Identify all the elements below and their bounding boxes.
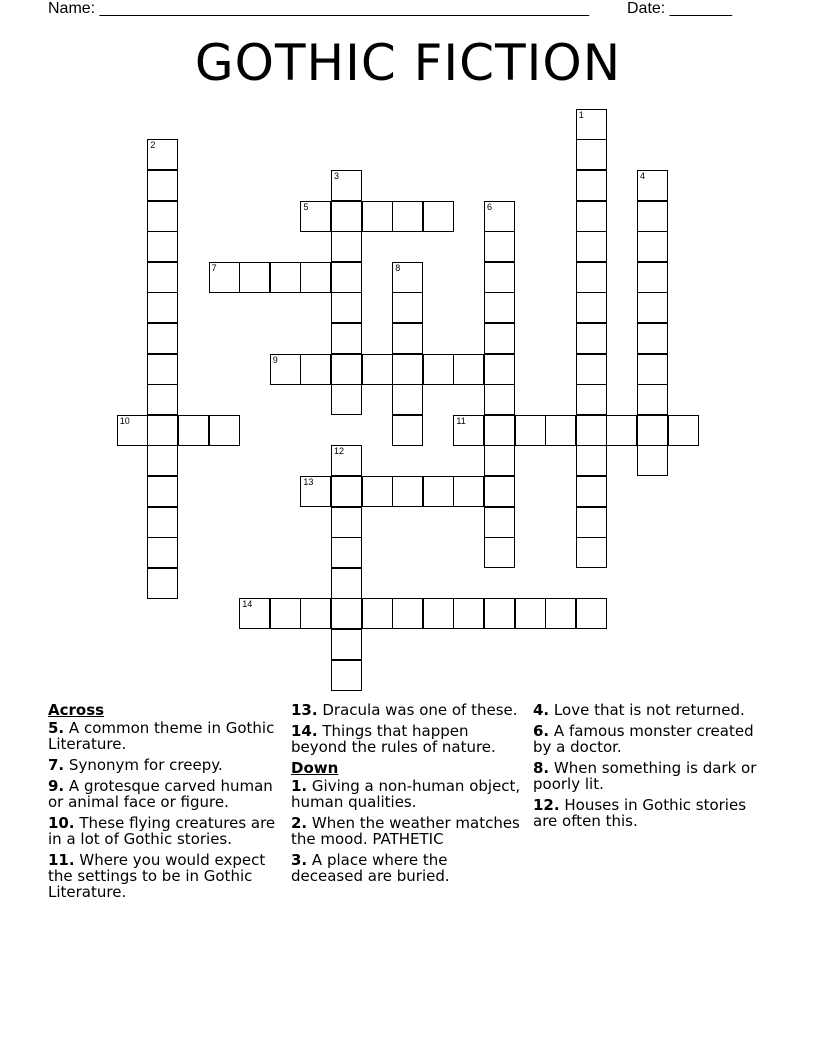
clue-number: 10. [48, 814, 75, 832]
clue-number-label: 6 [487, 201, 493, 212]
clue-number-label: 12 [334, 446, 345, 457]
grid-cell[interactable] [576, 507, 607, 538]
grid-cell[interactable] [576, 445, 607, 476]
grid-cell[interactable] [637, 415, 668, 446]
name-field[interactable]: Name: _______________________________________________________ [48, 0, 589, 17]
clue-down-12 [533, 797, 765, 829]
grid-cell[interactable] [576, 323, 607, 354]
grid-cell[interactable] [362, 598, 393, 629]
grid-cell-12[interactable] [331, 445, 362, 476]
grid-cell[interactable] [484, 231, 515, 262]
clues-column-2 [291, 702, 523, 889]
grid-cell[interactable] [392, 323, 423, 354]
grid-cell[interactable] [147, 384, 178, 415]
grid-cell[interactable] [331, 629, 362, 660]
grid-cell-13[interactable] [300, 476, 331, 507]
grid-cell[interactable] [147, 445, 178, 476]
clue-text: Synonym for creepy. [68, 756, 223, 774]
grid-cell[interactable] [147, 262, 178, 293]
across-heading: Across [48, 701, 105, 719]
grid-cell[interactable] [300, 598, 331, 629]
grid-cell[interactable] [147, 231, 178, 262]
clue-number-label: 3 [334, 171, 340, 181]
clue-number: 2. [291, 814, 308, 832]
grid-cell[interactable] [331, 323, 362, 354]
grid-cell[interactable] [423, 354, 454, 385]
clue-down-3 [291, 852, 523, 884]
grid-cell[interactable] [331, 537, 362, 568]
clue-text: Where you would expect the settings to be in Gothic Literature. [48, 851, 266, 901]
grid-cell[interactable] [637, 201, 668, 232]
clue-number-label: 9 [272, 354, 278, 365]
grid-cell[interactable] [576, 537, 607, 568]
clue-down-2 [291, 815, 523, 847]
grid-cell-9[interactable] [270, 354, 301, 385]
clues-column-1 [48, 702, 280, 905]
grid-cell[interactable] [239, 262, 270, 293]
grid-cell[interactable] [484, 476, 515, 507]
clue-number: 14. [291, 722, 318, 740]
grid-cell[interactable] [515, 598, 546, 629]
grid-cell[interactable] [484, 415, 515, 446]
grid-cell[interactable] [545, 598, 576, 629]
clue-across-5 [48, 720, 280, 752]
grid-cell[interactable] [576, 201, 607, 232]
grid-cell[interactable] [147, 323, 178, 354]
clue-number-label: 1 [578, 109, 584, 120]
grid-cell[interactable] [392, 292, 423, 323]
clue-number: 13. [291, 701, 318, 719]
grid-cell[interactable] [147, 201, 178, 232]
grid-cell-10[interactable] [117, 415, 148, 446]
grid-cell[interactable] [637, 354, 668, 385]
grid-cell[interactable] [147, 415, 178, 446]
grid-cell[interactable] [362, 201, 393, 232]
clue-across-13 [291, 702, 523, 718]
grid-cell-5[interactable] [300, 201, 331, 232]
clue-text: When something is dark or poorly lit. [533, 759, 757, 793]
grid-cell[interactable] [668, 415, 699, 446]
clue-number-label: 10 [119, 415, 130, 426]
clue-down-4 [533, 702, 765, 718]
grid-cell[interactable] [637, 445, 668, 476]
grid-cell[interactable] [300, 262, 331, 293]
grid-cell[interactable] [331, 354, 362, 385]
page-title: GOTHIC FICTION [194, 34, 622, 92]
clue-text: A place where the deceased are buried. [291, 851, 450, 885]
grid-cell-1[interactable] [576, 109, 607, 140]
grid-cell-11[interactable] [453, 415, 484, 446]
grid-cell[interactable] [515, 415, 546, 446]
grid-cell[interactable] [576, 415, 607, 446]
clue-text: These flying creatures are in a lot of Gothic stories. [48, 814, 276, 848]
clue-number-label: 13 [303, 477, 314, 487]
grid-cell[interactable] [362, 476, 393, 507]
grid-cell[interactable] [331, 201, 362, 232]
grid-cell[interactable] [484, 262, 515, 293]
grid-cell[interactable] [331, 660, 362, 691]
grid-cell[interactable] [147, 568, 178, 599]
clue-number-label: 2 [150, 140, 156, 151]
grid-cell[interactable] [392, 384, 423, 415]
grid-cell[interactable] [423, 598, 454, 629]
clue-number-label: 8 [395, 262, 401, 273]
clue-text: A grotesque carved human or animal face or figure. [48, 777, 273, 811]
grid-cell[interactable] [453, 354, 484, 385]
grid-cell[interactable] [484, 507, 515, 538]
clue-text: A famous monster created by a doctor. [533, 722, 754, 756]
clue-across-14 [291, 723, 523, 755]
clue-number-label: 11 [456, 415, 466, 426]
clue-text: Dracula was one of these. [322, 701, 518, 719]
clue-text: Houses in Gothic stories are often this. [533, 796, 747, 830]
grid-cell[interactable] [270, 262, 301, 293]
grid-cell[interactable] [453, 476, 484, 507]
grid-cell[interactable] [484, 537, 515, 568]
grid-cell[interactable] [576, 598, 607, 629]
grid-cell[interactable] [331, 231, 362, 262]
grid-cell[interactable] [637, 231, 668, 262]
grid-cell[interactable] [331, 568, 362, 599]
clue-across-9 [48, 778, 280, 810]
grid-cell-6[interactable] [484, 201, 515, 232]
grid-cell[interactable] [392, 415, 423, 446]
grid-cell[interactable] [392, 598, 423, 629]
clue-number-label: 5 [303, 201, 309, 212]
grid-cell[interactable] [392, 201, 423, 232]
grid-cell-2[interactable] [147, 139, 178, 170]
clue-number-label: 4 [640, 171, 646, 181]
clue-text: Love that is not returned. [553, 701, 745, 719]
clue-number: 8. [533, 759, 550, 777]
clue-number: 6. [533, 722, 550, 740]
grid-cell[interactable] [331, 384, 362, 415]
grid-cell[interactable] [331, 292, 362, 323]
clue-across-11 [48, 852, 280, 900]
grid-cell[interactable] [484, 384, 515, 415]
grid-cell[interactable] [637, 323, 668, 354]
grid-cell[interactable] [423, 476, 454, 507]
grid-cell[interactable] [484, 445, 515, 476]
grid-cell[interactable] [576, 262, 607, 293]
grid-cell[interactable] [637, 292, 668, 323]
grid-cell[interactable] [362, 354, 393, 385]
clue-across-7 [48, 757, 280, 773]
grid-cell[interactable] [484, 354, 515, 385]
grid-cell[interactable] [331, 476, 362, 507]
grid-cell[interactable] [147, 476, 178, 507]
grid-cell[interactable] [576, 384, 607, 415]
clue-number-label: 14 [242, 599, 253, 610]
grid-cell[interactable] [147, 354, 178, 385]
clue-text: Things that happen beyond the rules of nature. [291, 722, 496, 756]
grid-cell[interactable] [637, 262, 668, 293]
clue-text: Giving a non-human object, human qualities. [291, 777, 521, 811]
grid-cell[interactable] [392, 476, 423, 507]
clue-number: 1. [291, 777, 308, 795]
grid-cell[interactable] [209, 415, 240, 446]
clue-number: 3. [291, 851, 308, 869]
grid-cell-7[interactable] [209, 262, 240, 293]
grid-cell[interactable] [576, 170, 607, 201]
grid-cell[interactable] [606, 415, 637, 446]
down-heading: Down [291, 759, 339, 777]
clue-number: 11. [48, 851, 75, 869]
grid-cell[interactable] [300, 354, 331, 385]
grid-cell[interactable] [576, 476, 607, 507]
grid-cell[interactable] [484, 292, 515, 323]
grid-cell[interactable] [637, 384, 668, 415]
date-field[interactable]: Date: _______ [627, 0, 732, 17]
grid-cell[interactable] [576, 292, 607, 323]
grid-cell[interactable] [484, 598, 515, 629]
clue-across-10 [48, 815, 280, 847]
clue-text: A common theme in Gothic Literature. [48, 719, 275, 753]
grid-cell[interactable] [270, 598, 301, 629]
clue-number: 5. [48, 719, 65, 737]
grid-cell[interactable] [423, 201, 454, 232]
grid-cell[interactable] [484, 323, 515, 354]
clue-text: When the weather matches the mood. PATHETIC [291, 814, 520, 848]
grid-cell-4[interactable] [637, 170, 668, 201]
clue-number: 12. [533, 796, 560, 814]
grid-cell[interactable] [147, 170, 178, 201]
clue-number-label: 7 [211, 262, 217, 273]
grid-cell[interactable] [331, 598, 362, 629]
grid-cell[interactable] [392, 354, 423, 385]
clue-down-8 [533, 760, 765, 792]
grid-cell[interactable] [576, 139, 607, 170]
grid-cell-8[interactable] [392, 262, 423, 293]
grid-cell[interactable] [331, 507, 362, 538]
clue-down-6 [533, 723, 765, 755]
grid-cell[interactable] [147, 507, 178, 538]
clue-number: 7. [48, 756, 65, 774]
grid-cell[interactable] [576, 231, 607, 262]
grid-cell[interactable] [576, 354, 607, 385]
clue-number: 9. [48, 777, 65, 795]
grid-cell-3[interactable] [331, 170, 362, 201]
clue-number: 4. [533, 701, 550, 719]
grid-cell[interactable] [178, 415, 209, 446]
clue-down-1 [291, 778, 523, 810]
grid-cell[interactable] [147, 292, 178, 323]
grid-cell[interactable] [331, 262, 362, 293]
grid-cell[interactable] [453, 598, 484, 629]
grid-cell[interactable] [147, 537, 178, 568]
grid-cell[interactable] [545, 415, 576, 446]
clues-column-3 [533, 702, 765, 834]
grid-cell-14[interactable] [239, 598, 270, 629]
